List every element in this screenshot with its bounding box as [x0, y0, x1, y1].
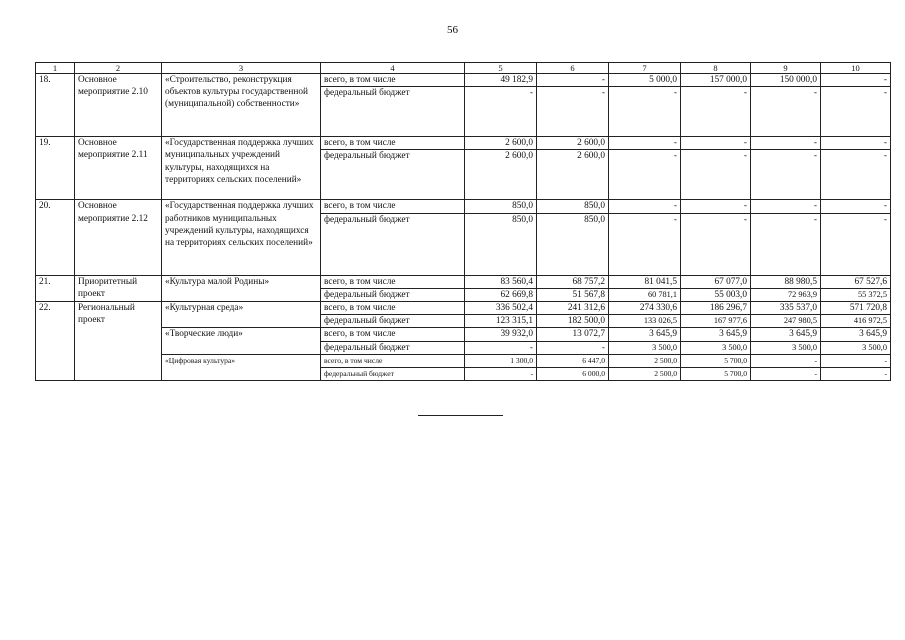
table-row — [36, 200, 891, 213]
value-cell: 850,0 — [537, 200, 609, 213]
value-cell: 13 072,7 — [537, 328, 609, 341]
source-label: федеральный бюджет — [321, 341, 465, 354]
row-number: 19. — [36, 137, 75, 200]
measure-name: «Строительство, реконструкция объектов культуры государственной (муниципальной) собственности» — [162, 74, 321, 137]
measure-type: Основное мероприятие 2.11 — [75, 137, 162, 200]
value-cell: 3 500,0 — [821, 341, 891, 354]
column-header: 3 — [162, 63, 321, 74]
value-cell: 62 669,8 — [465, 288, 537, 301]
value-cell: 850,0 — [537, 213, 609, 275]
value-cell: 247 980,5 — [751, 315, 821, 328]
value-cell: 336 502,4 — [465, 302, 537, 315]
table-row — [36, 275, 891, 288]
value-cell: 3 500,0 — [681, 341, 751, 354]
value-cell: - — [751, 87, 821, 137]
value-cell: - — [465, 87, 537, 137]
column-header: 4 — [321, 63, 465, 74]
value-cell: - — [465, 341, 537, 354]
value-cell: - — [821, 74, 891, 87]
value-cell: 55 372,5 — [821, 288, 891, 301]
column-header: 5 — [465, 63, 537, 74]
value-cell: 850,0 — [465, 200, 537, 213]
value-cell: - — [751, 200, 821, 213]
value-cell: 241 312,6 — [537, 302, 609, 315]
measure-name: «Творческие люди» — [162, 328, 321, 354]
source-label: всего, в том числе — [321, 74, 465, 87]
value-cell: 2 600,0 — [465, 137, 537, 150]
source-label: федеральный бюджет — [321, 288, 465, 301]
table-row — [36, 74, 891, 87]
value-cell: 88 980,5 — [751, 275, 821, 288]
table-header-row — [36, 63, 891, 74]
value-cell: 67 527,6 — [821, 275, 891, 288]
value-cell: 2 500,0 — [609, 368, 681, 381]
row-number: 21. — [36, 275, 75, 301]
value-cell: 2 600,0 — [537, 150, 609, 200]
value-cell: - — [537, 74, 609, 87]
value-cell: - — [609, 200, 681, 213]
value-cell: - — [609, 213, 681, 275]
value-cell: 3 645,9 — [821, 328, 891, 341]
value-cell: 157 000,0 — [681, 74, 751, 87]
column-header: 6 — [537, 63, 609, 74]
column-header: 9 — [751, 63, 821, 74]
value-cell: 51 567,8 — [537, 288, 609, 301]
measure-type: Региональный проект — [75, 302, 162, 381]
value-cell: 55 003,0 — [681, 288, 751, 301]
value-cell: 167 977,6 — [681, 315, 751, 328]
table-row — [36, 328, 891, 341]
value-cell: - — [465, 368, 537, 381]
value-cell: 39 932,0 — [465, 328, 537, 341]
value-cell: - — [681, 137, 751, 150]
source-label: всего, в том числе — [321, 137, 465, 150]
value-cell: 3 500,0 — [751, 341, 821, 354]
budget-table — [35, 62, 891, 381]
table-row — [36, 302, 891, 315]
measure-type: Основное мероприятие 2.10 — [75, 74, 162, 137]
value-cell: 67 077,0 — [681, 275, 751, 288]
value-cell: - — [681, 213, 751, 275]
value-cell: 2 500,0 — [609, 354, 681, 367]
value-cell: - — [751, 368, 821, 381]
source-label: федеральный бюджет — [321, 213, 465, 275]
value-cell: 2 600,0 — [537, 137, 609, 150]
value-cell: 1 300,0 — [465, 354, 537, 367]
measure-name: «Государственная поддержка лучших работников муниципальных учреждений культуры, находящихся на территориях сельских поселений» — [162, 200, 321, 275]
page-number: 56 — [447, 24, 458, 36]
value-cell: 83 560,4 — [465, 275, 537, 288]
value-cell: - — [821, 368, 891, 381]
value-cell: 133 026,5 — [609, 315, 681, 328]
end-rule — [418, 415, 503, 416]
value-cell: 416 972,5 — [821, 315, 891, 328]
value-cell: - — [751, 150, 821, 200]
value-cell: 850,0 — [465, 213, 537, 275]
value-cell: - — [821, 200, 891, 213]
value-cell: 2 600,0 — [465, 150, 537, 200]
value-cell: 274 330,6 — [609, 302, 681, 315]
column-header: 8 — [681, 63, 751, 74]
source-label: всего, в том числе — [321, 302, 465, 315]
column-header: 10 — [821, 63, 891, 74]
source-label: федеральный бюджет — [321, 368, 465, 381]
measure-type: Основное мероприятие 2.12 — [75, 200, 162, 275]
value-cell: 3 500,0 — [609, 341, 681, 354]
row-number: 22. — [36, 302, 75, 381]
measure-name: «Цифровая культура» — [162, 354, 321, 380]
value-cell: 81 041,5 — [609, 275, 681, 288]
source-label: всего, в том числе — [321, 200, 465, 213]
row-number: 20. — [36, 200, 75, 275]
column-header: 1 — [36, 63, 75, 74]
value-cell: - — [751, 213, 821, 275]
value-cell: 72 963,9 — [751, 288, 821, 301]
value-cell: 60 781,1 — [609, 288, 681, 301]
value-cell: 150 000,0 — [751, 74, 821, 87]
value-cell: - — [821, 137, 891, 150]
source-label: всего, в том числе — [321, 328, 465, 341]
value-cell: 5 700,0 — [681, 354, 751, 367]
value-cell: 5 700,0 — [681, 368, 751, 381]
measure-name: «Государственная поддержка лучших муниципальных учреждений культуры, находящихся на территориях сельских поселений» — [162, 137, 321, 200]
value-cell: - — [821, 213, 891, 275]
source-label: всего, в том числе — [321, 275, 465, 288]
value-cell: 182 500,0 — [537, 315, 609, 328]
column-header: 7 — [609, 63, 681, 74]
value-cell: - — [609, 150, 681, 200]
value-cell: - — [751, 354, 821, 367]
value-cell: - — [537, 87, 609, 137]
value-cell: 3 645,9 — [751, 328, 821, 341]
source-label: всего, в том числе — [321, 354, 465, 367]
source-label: федеральный бюджет — [321, 87, 465, 137]
measure-type: Приоритетный проект — [75, 275, 162, 301]
value-cell: - — [537, 341, 609, 354]
source-label: федеральный бюджет — [321, 315, 465, 328]
source-label: федеральный бюджет — [321, 150, 465, 200]
value-cell: - — [681, 150, 751, 200]
column-header: 2 — [75, 63, 162, 74]
value-cell: 186 296,7 — [681, 302, 751, 315]
value-cell: - — [821, 150, 891, 200]
value-cell: - — [681, 87, 751, 137]
value-cell: 6 000,0 — [537, 368, 609, 381]
row-number: 18. — [36, 74, 75, 137]
value-cell: 5 000,0 — [609, 74, 681, 87]
value-cell: - — [821, 87, 891, 137]
value-cell: 123 315,1 — [465, 315, 537, 328]
value-cell: 3 645,9 — [609, 328, 681, 341]
value-cell: - — [821, 354, 891, 367]
value-cell: - — [681, 200, 751, 213]
measure-name: «Культурная среда» — [162, 302, 321, 328]
value-cell: - — [609, 87, 681, 137]
value-cell: 571 720,8 — [821, 302, 891, 315]
value-cell: - — [751, 137, 821, 150]
value-cell: 49 182,9 — [465, 74, 537, 87]
value-cell: - — [609, 137, 681, 150]
value-cell: 6 447,0 — [537, 354, 609, 367]
value-cell: 335 537,0 — [751, 302, 821, 315]
table-row — [36, 137, 891, 150]
value-cell: 68 757,2 — [537, 275, 609, 288]
value-cell: 3 645,9 — [681, 328, 751, 341]
table-row — [36, 354, 891, 367]
measure-name: «Культура малой Родины» — [162, 275, 321, 301]
